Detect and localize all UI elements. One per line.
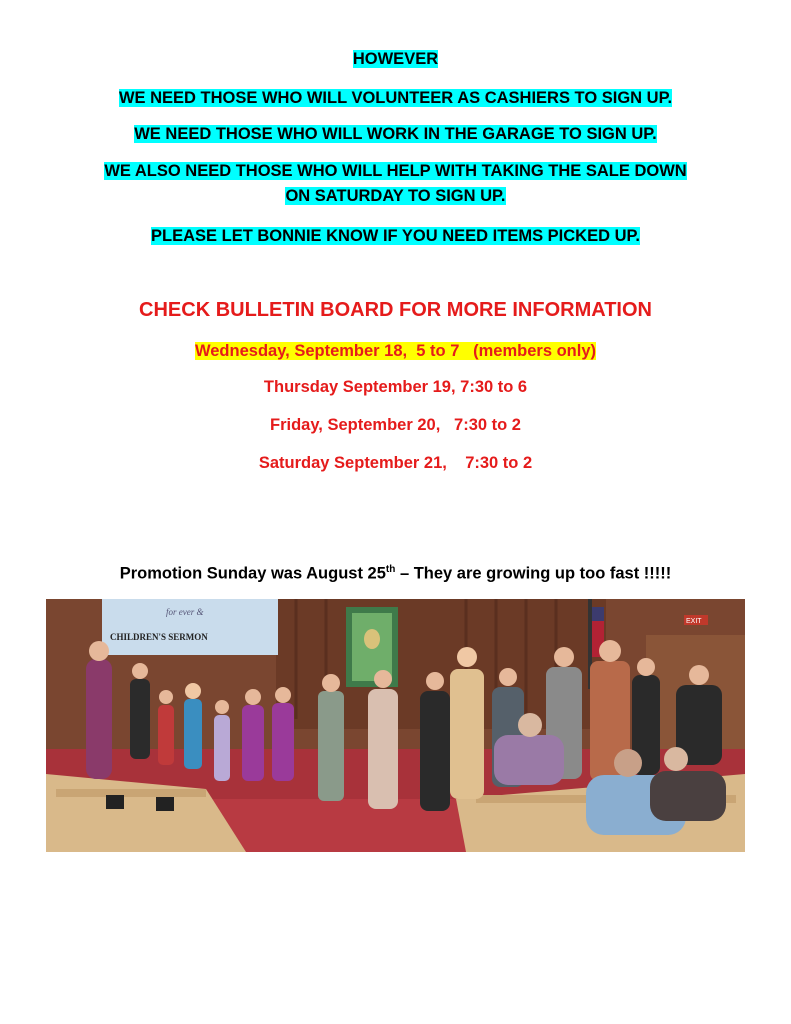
garage-line xyxy=(0,124,791,145)
photo-illustration xyxy=(46,599,745,852)
bulletin-heading: CHECK BULLETIN BOARD FOR MORE INFORMATION xyxy=(139,299,652,321)
saturday-line: Saturday September 21, 7:30 to 2 xyxy=(258,454,533,472)
takedown-line-1 xyxy=(0,161,791,182)
bonnie-line xyxy=(0,226,791,247)
wednesday-line xyxy=(0,342,791,361)
however-text: HOWEVER xyxy=(352,50,439,68)
garage-text: WE NEED THOSE WHO WILL WORK IN THE GARAGE TO SIGN UP. xyxy=(134,125,657,143)
thursday-line: Thursday September 19, 7:30 to 6 xyxy=(263,378,528,396)
cashiers-text: WE NEED THOSE WHO WILL VOLUNTEER AS CASHIERS TO SIGN UP. xyxy=(118,89,673,107)
caption-start: Promotion Sunday was August 25 xyxy=(119,564,386,583)
wednesday-text: Wednesday, September 18, 5 to 7 (members only) xyxy=(194,342,597,360)
bonnie-text: PLEASE LET BONNIE KNOW IF YOU NEED ITEMS PICKED UP. xyxy=(151,227,640,245)
screen-text: CHILDREN'S SERMON xyxy=(110,632,208,642)
takedown-text-2: ON SATURDAY TO SIGN UP. xyxy=(285,187,506,205)
takedown-text-1: WE ALSO NEED THOSE WHO WILL HELP WITH TAKING THE SALE DOWN xyxy=(104,162,687,180)
exit-sign: EXIT xyxy=(686,618,702,625)
cashiers-line xyxy=(0,88,791,109)
promotion-sunday-photo xyxy=(46,599,745,852)
takedown-line-2 xyxy=(0,186,791,207)
promotion-caption xyxy=(0,564,791,584)
caption-superscript: th xyxy=(385,564,396,575)
screen-script: for ever & xyxy=(166,607,204,617)
caption-end: – They are growing up too fast !!!!! xyxy=(395,564,672,583)
however-line xyxy=(0,49,791,70)
friday-line: Friday, September 20, 7:30 to 2 xyxy=(270,416,521,434)
